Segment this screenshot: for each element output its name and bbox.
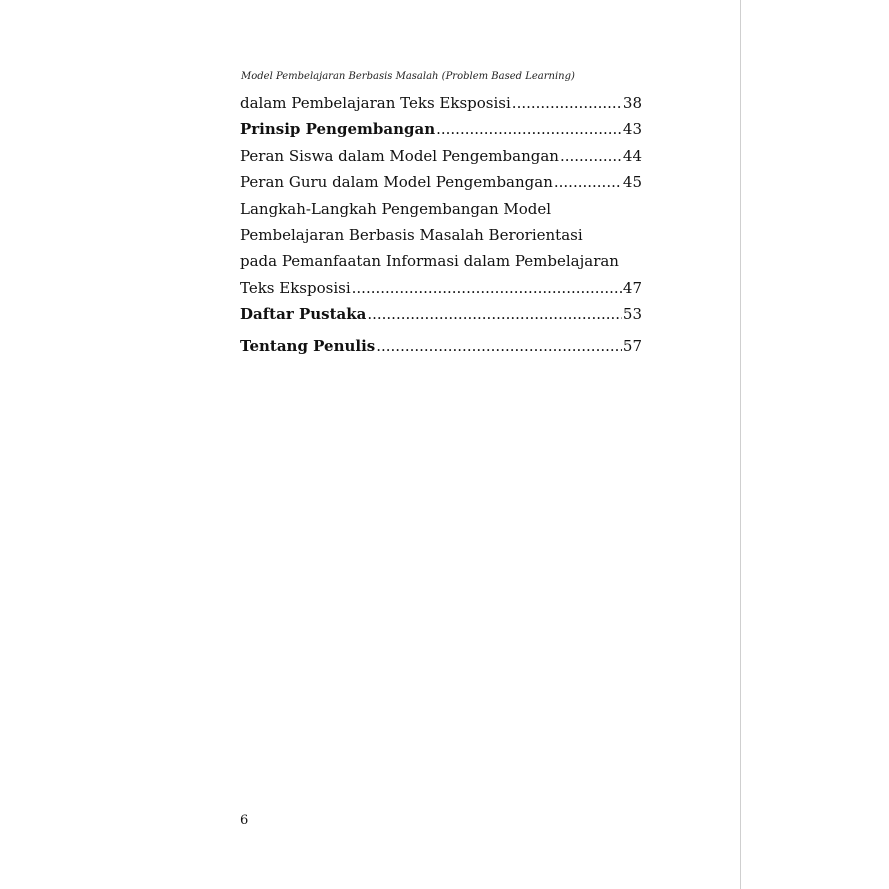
toc-entry-label: pada Pemanfaatan Informasi dalam Pembelajaran <box>240 252 619 271</box>
toc-entry-label: Peran Guru dalam Model Pengembangan <box>240 173 553 192</box>
toc-entry <box>240 143 642 169</box>
toc-entry <box>240 222 642 248</box>
toc-entry-page: 57 <box>622 336 642 355</box>
toc-entry <box>240 90 642 116</box>
toc-leader-dots <box>436 116 622 142</box>
toc-entry-label: Tentang Penulis <box>240 336 376 355</box>
toc-entry <box>240 248 642 274</box>
toc-entry-page: 47 <box>622 278 642 297</box>
toc-entry-label: Prinsip Pengembangan <box>240 120 436 139</box>
toc-leader-dots <box>352 275 622 301</box>
toc-entry-page: 44 <box>622 146 642 165</box>
toc-entry-label: dalam Pembelajaran Teks Eksposisi <box>240 94 511 112</box>
toc-entry <box>240 333 642 359</box>
running-header: Model Pembelajaran Berbasis Masalah (Problem Based Learning) <box>241 71 575 82</box>
page-number: 6 <box>240 813 249 828</box>
toc-entry <box>240 196 642 222</box>
toc-leader-dots <box>376 333 622 359</box>
toc-entry-label: Pembelajaran Berbasis Masalah Berorientasi <box>240 225 583 244</box>
toc-entry-label: Peran Siswa dalam Model Pengembangan <box>240 146 559 165</box>
toc-entry-page: 43 <box>622 120 642 139</box>
toc-entry-label: Langkah-Langkah Pengembangan Model <box>240 199 552 218</box>
toc-leader-dots <box>367 301 622 327</box>
page-edge-divider <box>740 0 741 889</box>
toc-entry-page: 45 <box>622 173 642 192</box>
table-of-contents <box>240 90 642 359</box>
toc-leader-dots <box>560 143 622 169</box>
toc-entry-label: Daftar Pustaka <box>240 305 367 324</box>
toc-entry <box>240 116 642 142</box>
toc-leader-dots <box>554 169 622 195</box>
toc-entry-page: 38 <box>622 94 642 112</box>
toc-entry <box>240 169 642 195</box>
toc-leader-dots <box>512 90 622 116</box>
toc-entry <box>240 301 642 327</box>
toc-entry-label: Teks Eksposisi <box>240 278 351 297</box>
toc-entry-page: 53 <box>622 305 642 324</box>
toc-entry <box>240 275 642 301</box>
